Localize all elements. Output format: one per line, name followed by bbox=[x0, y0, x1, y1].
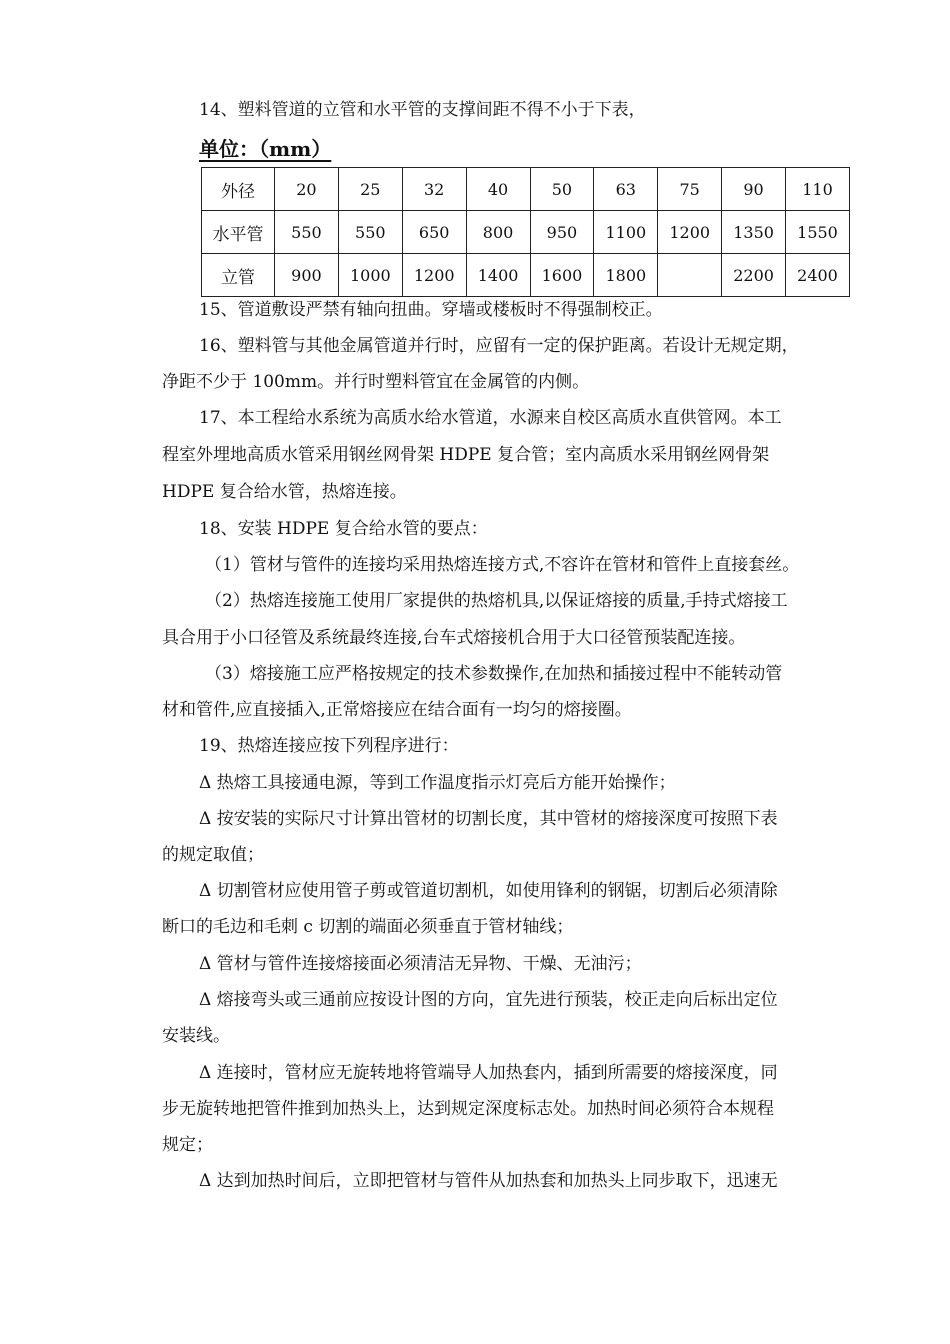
table-cell: 32 bbox=[402, 168, 466, 211]
item-16-text: 16、塑料管与其他金属管道并行时，应留有一定的保护距离。若设计无规定期， bbox=[199, 336, 799, 356]
table-cell: 900 bbox=[275, 254, 339, 297]
table-cell: 63 bbox=[594, 168, 658, 211]
item-18-text: 18、安装 HDPE 复合给水管的要点： bbox=[199, 519, 488, 539]
table-row bbox=[202, 168, 850, 211]
table-cell: 1400 bbox=[466, 254, 530, 297]
table-cell: 75 bbox=[658, 168, 722, 211]
step-line: Δ 达到加热时间后，立即把管材与管件从加热套和加热头上同步取下，迅速无 bbox=[199, 1171, 778, 1191]
table-cell: 800 bbox=[466, 211, 530, 254]
table-cell: 40 bbox=[466, 168, 530, 211]
body-line: 规定； bbox=[162, 1135, 213, 1155]
step-line: Δ 熔接弯头或三通前应按设计图的方向，宜先进行预装，校正走向后标出定位 bbox=[199, 990, 778, 1010]
table-cell: 90 bbox=[722, 168, 786, 211]
item-14-text: 14、塑料管道的立管和水平管的支撑间距不得不小于下表， bbox=[199, 100, 646, 120]
table-cell: 1600 bbox=[530, 254, 594, 297]
table-cell: 1000 bbox=[338, 254, 402, 297]
table-cell: 1350 bbox=[722, 211, 786, 254]
step-line: Δ 连接时，管材应无旋转地将管端导人加热套内，插到所需要的熔接深度，同 bbox=[199, 1063, 778, 1083]
table-cell: 950 bbox=[530, 211, 594, 254]
table-cell: 1200 bbox=[402, 254, 466, 297]
item-15-text: 15、管道敷设严禁有轴向扭曲。穿墙或楼板时不得强制校正。 bbox=[199, 300, 663, 320]
item-17-text: 17、本工程给水系统为高质水给水管道，水源来自校区高质水直供管网。本工 bbox=[199, 408, 782, 428]
body-line: 具合用于小口径管及系统最终连接,台车式熔接机合用于大口径管预装配连接。 bbox=[162, 628, 746, 648]
step-line: Δ 热熔工具接通电源，等到工作温度指示灯亮后方能开始操作； bbox=[199, 773, 676, 793]
table-cell: 550 bbox=[275, 211, 339, 254]
body-line: 程室外埋地高质水管采用钢丝网骨架 HDPE 复合管；室内高质水采用钢丝网骨架 bbox=[162, 445, 770, 465]
table-row bbox=[202, 254, 850, 297]
row-header: 外径 bbox=[202, 168, 275, 211]
table-cell: 2400 bbox=[786, 254, 850, 297]
step-line: Δ 管材与管件连接熔接面必须清洁无异物、干燥、无油污； bbox=[199, 954, 642, 974]
table-cell: 1800 bbox=[594, 254, 658, 297]
row-header: 水平管 bbox=[202, 211, 275, 254]
step-line: Δ 切割管材应使用管子剪或管道切割机，如使用锋利的钢锯，切割后必须清除 bbox=[199, 881, 778, 901]
body-line: 安装线。 bbox=[162, 1026, 230, 1046]
table-row bbox=[202, 211, 850, 254]
table-cell: 1100 bbox=[594, 211, 658, 254]
table-cell: 2200 bbox=[722, 254, 786, 297]
body-line: 的规定取值； bbox=[162, 845, 264, 865]
sub-item-1: （1）管材与管件的连接均采用热熔连接方式,不容许在管材和管件上直接套丝。 bbox=[205, 555, 800, 575]
body-line: 净距不少于 100mm。并行时塑料管宜在金属管的内侧。 bbox=[162, 372, 590, 392]
body-line: 材和管件,应直接插入,正常熔接应在结合面有一均匀的熔接圈。 bbox=[162, 700, 632, 720]
table-cell: 50 bbox=[530, 168, 594, 211]
table-cell: 1200 bbox=[658, 211, 722, 254]
table-cell bbox=[658, 254, 722, 297]
support-spacing-table bbox=[201, 167, 850, 297]
table-cell: 20 bbox=[275, 168, 339, 211]
sub-item-2: （2）热熔连接施工使用厂家提供的热熔机具,以保证熔接的质量,手持式熔接工 bbox=[205, 591, 788, 611]
step-line: Δ 按安装的实际尺寸计算出管材的切割长度，其中管材的熔接深度可按照下表 bbox=[199, 809, 778, 829]
item-19-text: 19、热熔连接应按下列程序进行： bbox=[199, 736, 459, 756]
row-header: 立管 bbox=[202, 254, 275, 297]
sub-item-3: （3）熔接施工应严格按规定的技术参数操作,在加热和插接过程中不能转动管 bbox=[205, 664, 783, 684]
body-line: 步无旋转地把管件推到加热头上，达到规定深度标志处。加热时间必须符合本规程 bbox=[162, 1099, 774, 1119]
table-cell: 25 bbox=[338, 168, 402, 211]
table-cell: 550 bbox=[338, 211, 402, 254]
unit-label: 单位：（mm） bbox=[199, 137, 332, 161]
table-cell: 650 bbox=[402, 211, 466, 254]
table-cell: 110 bbox=[786, 168, 850, 211]
body-line: 断口的毛边和毛刺 c 切割的端面必须垂直于管材轴线； bbox=[162, 917, 574, 937]
body-line: HDPE 复合给水管，热熔连接。 bbox=[162, 482, 407, 502]
table-cell: 1550 bbox=[786, 211, 850, 254]
